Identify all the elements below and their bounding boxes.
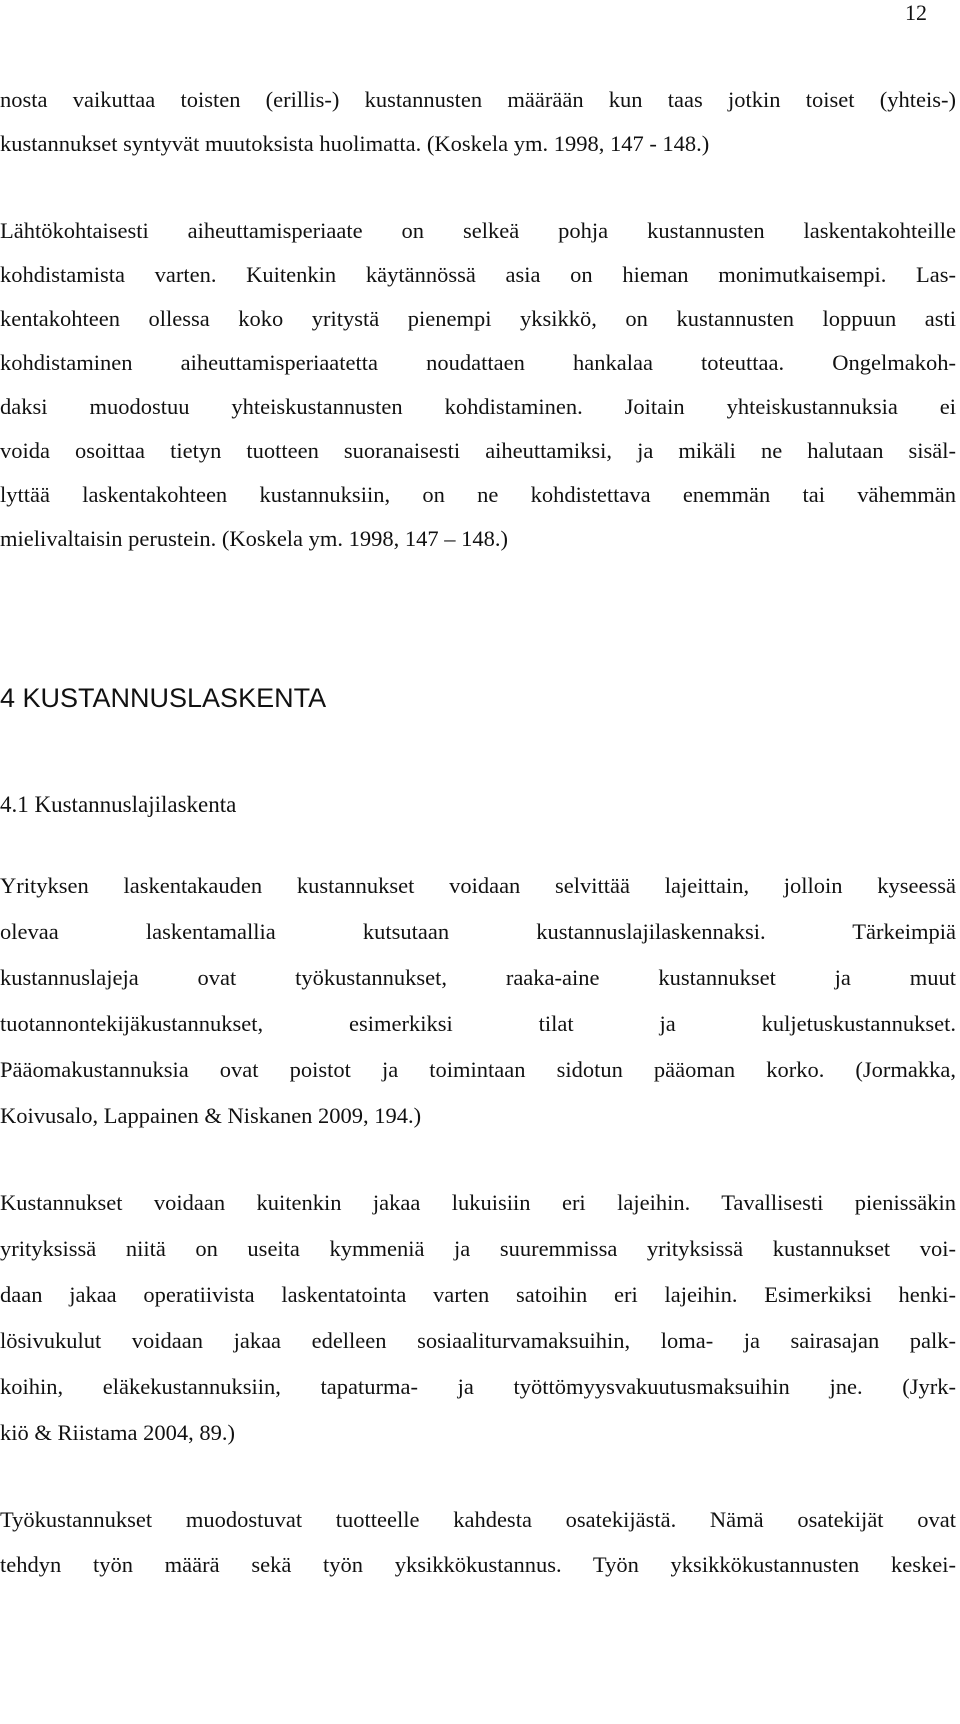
text-line: koihin, eläkekustannuksiin, tapaturma- ja työttömyysvakuutusmaksuihin jne. (Jyrk- <box>0 1374 956 1399</box>
text-line: kohdistaminen aiheuttamisperiaatetta noudattaen hankalaa toteuttaa. Ongelmakoh- <box>0 350 956 375</box>
text-line: kustannuslajeja ovat työkustannukset, raaka-aine kustannukset ja muut <box>0 965 956 990</box>
text-line: tehdyn työn määrä sekä työn yksikkökustannus. Työn yksikkökustannusten keskei- <box>0 1552 956 1577</box>
text-line: daksi muodostuu yhteiskustannusten kohdistaminen. Joitain yhteiskustannuksia ei <box>0 394 956 419</box>
text-line: lyttää laskentakohteen kustannuksiin, on ne kohdistettava enemmän tai vähemmän <box>0 482 956 507</box>
text-line: Lähtökohtaisesti aiheuttamisperiaate on selkeä pohja kustannusten laskentakohteille <box>0 218 956 243</box>
text-line: nosta vaikuttaa toisten (erillis-) kustannusten määrään kun taas jotkin toiset (yhteis-) <box>0 87 956 112</box>
text-line: Työkustannukset muodostuvat tuotteelle kahdesta osatekijästä. Nämä osatekijät ovat <box>0 1507 956 1532</box>
text-line: lösivukulut voidaan jakaa edelleen sosiaaliturvamaksuihin, loma- ja sairasajan palk- <box>0 1328 956 1353</box>
text-line: kentakohteen ollessa koko yritystä pienempi yksikkö, on kustannusten loppuun asti <box>0 306 956 331</box>
text-line: olevaa laskentamallia kutsutaan kustannuslajilaskennaksi. Tärkeimpiä <box>0 919 956 944</box>
text-line: kohdistamista varten. Kuitenkin käytännössä asia on hieman monimutkaisempi. Las- <box>0 262 956 287</box>
text-line: Kustannukset voidaan kuitenkin jakaa lukuisiin eri lajeihin. Tavallisesti pienissäkin <box>0 1190 956 1215</box>
page-number: 12 <box>905 0 927 25</box>
text-line: mielivaltaisin perustein. (Koskela ym. 1998, 147 – 148.) <box>0 526 509 551</box>
text-line: kustannukset syntyvät muutoksista huolimatta. (Koskela ym. 1998, 147 - 148.) <box>0 131 710 156</box>
text-line: kiö & Riistama 2004, 89.) <box>0 1420 235 1445</box>
text-line: tuotannontekijäkustannukset, esimerkiksi tilat ja kuljetuskustannukset. <box>0 1011 956 1036</box>
text-line: yrityksissä niitä on useita kymmeniä ja suuremmissa yrityksissä kustannukset voi- <box>0 1236 956 1261</box>
section-heading: 4.1 Kustannuslajilaskenta <box>0 792 237 817</box>
text-line: Pääomakustannuksia ovat poistot ja toimintaan sidotun pääoman korko. (Jormakka, <box>0 1057 956 1082</box>
text-line: daan jakaa operatiivista laskentatointa varten satoihin eri lajeihin. Esimerkiksi henki- <box>0 1282 956 1307</box>
text-line: Koivusalo, Lappainen & Niskanen 2009, 194.) <box>0 1103 422 1128</box>
chapter-heading: 4 KUSTANNUSLASKENTA <box>0 683 327 713</box>
text-line: Yrityksen laskentakauden kustannukset voidaan selvittää lajeittain, jolloin kyseessä <box>0 873 956 898</box>
text-line: voida osoittaa tietyn tuotteen suoranaisesti aiheuttamiksi, ja mikäli ne halutaan sisäl- <box>0 438 956 463</box>
